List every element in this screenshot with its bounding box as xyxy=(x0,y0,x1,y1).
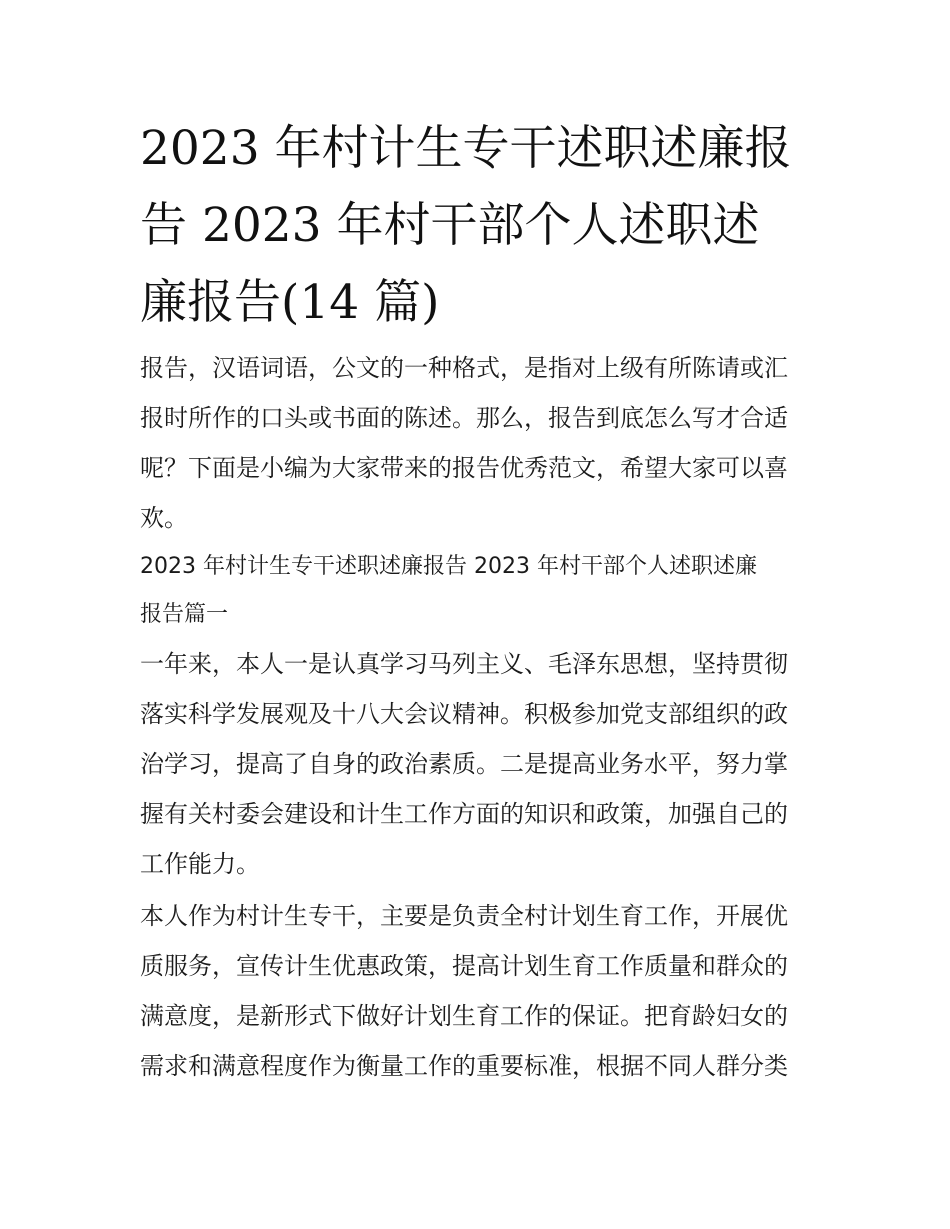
intro-paragraph xyxy=(140,343,812,543)
text-line: 质服务，宣传计生优惠政策，提高计划生育工作质量和群众的 xyxy=(140,952,788,980)
text-line: 欢。 xyxy=(140,504,188,532)
text-line: 一年来，本人一是认真学习马列主义、毛泽东思想，坚持贯彻 xyxy=(140,650,788,678)
text-line: 落实科学发展观及十八大会议精神。积极参加党支部组织的政 xyxy=(140,700,788,728)
title-line: 告 2023 年村干部个人述职述 xyxy=(140,198,760,253)
body-paragraph-2 xyxy=(140,891,812,1091)
text-line: 需求和满意程度作为衡量工作的重要标准，根据不同人群分类 xyxy=(140,1052,788,1080)
text-line: 工作能力。 xyxy=(140,850,260,878)
document-page xyxy=(140,110,812,1091)
title-line: 廉报告(14 篇) xyxy=(140,275,440,330)
text-line: 报告，汉语词语，公文的一种格式，是指对上级有所陈请或汇 xyxy=(140,354,788,382)
heading-line: 报告篇一 xyxy=(140,602,229,627)
text-line: 本人作为村计生专干，主要是负责全村计划生育工作，开展优 xyxy=(140,902,788,930)
document-title xyxy=(140,110,812,341)
section-heading xyxy=(140,543,812,639)
text-line: 满意度，是新形式下做好计划生育工作的保证。把育龄妇女的 xyxy=(140,1002,788,1030)
text-line: 治学习，提高了自身的政治素质。二是提高业务水平，努力掌 xyxy=(140,750,788,778)
text-line: 报时所作的口头或书面的陈述。那么，报告到底怎么写才合适 xyxy=(140,404,788,432)
body-paragraph-1 xyxy=(140,639,812,889)
text-line: 呢？下面是小编为大家带来的报告优秀范文，希望大家可以喜 xyxy=(140,454,788,482)
heading-line: 2023 年村计生专干述职述廉报告 2023 年村干部个人述职述廉 xyxy=(140,554,757,579)
title-line: 2023 年村计生专干述职述廉报 xyxy=(140,121,792,176)
text-line: 握有关村委会建设和计生工作方面的知识和政策，加强自己的 xyxy=(140,800,788,828)
